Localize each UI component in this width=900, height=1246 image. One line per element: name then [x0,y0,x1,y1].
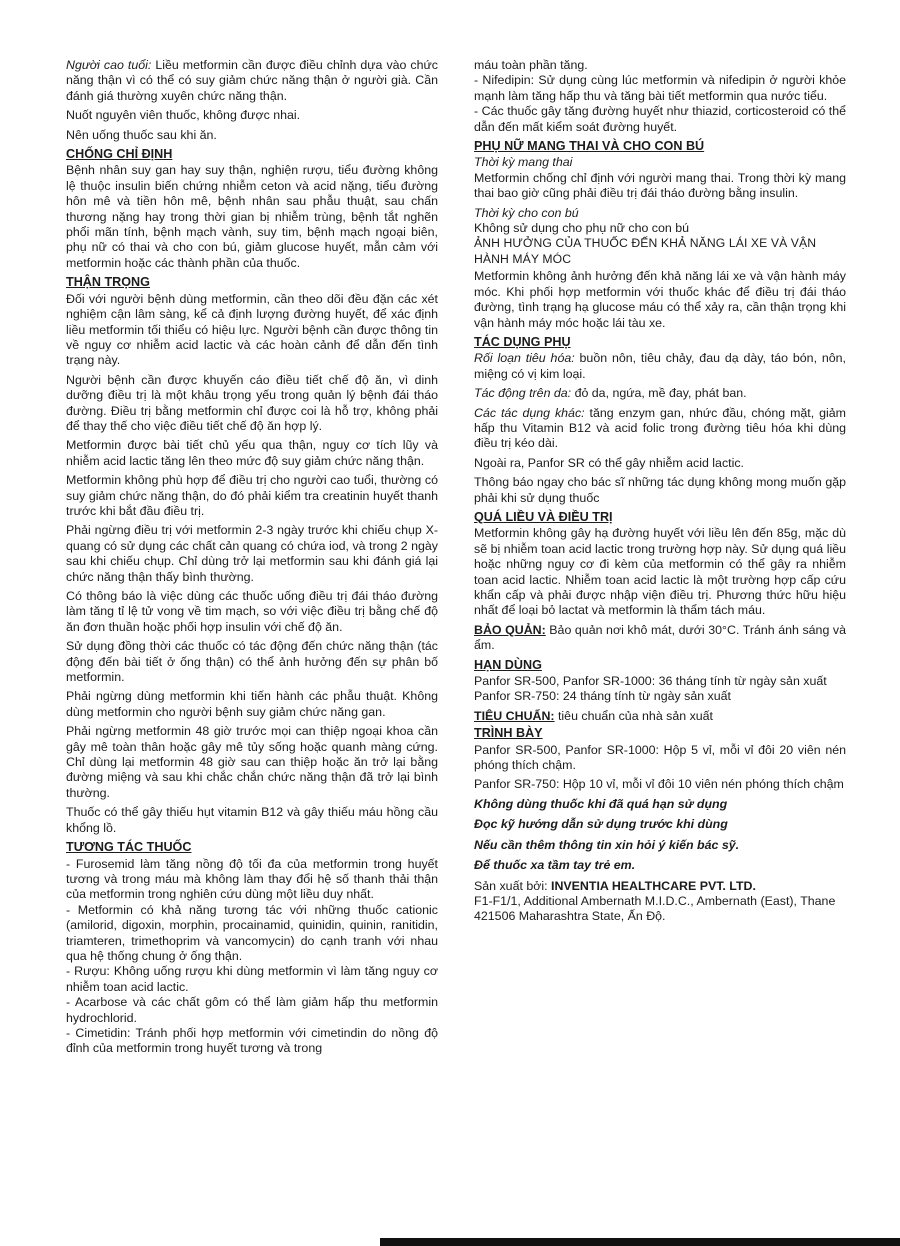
pregnancy-text: Metformin chống chỉ định với người mang thai. Trong thời kỳ mang thai bao giờ cũng phải điều trị đái tháo đường bằng insulin. [474,170,846,201]
elderly-dosage-paragraph [66,58,438,104]
precaution-paragraph: Phải ngừng dùng metformin khi tiến hành các phẫu thuật. Không dùng metformin cho người bệnh suy giảm chức năng gan. [66,689,438,719]
precaution-paragraph: Đối với người bệnh dùng metformin, cần theo dõi đều đặn các xét nghiệm cận lâm sàng, kể cả định lượng đường huyết, để xác định liều metformin tối thiểu có hiệu lực. Người bệnh cần được thông tin về nguy cơ nhiễm acid lactic và các hoàn cảnh để dẫn đến tình trạng này. [66,291,438,368]
side-effect-text: buồn nôn, tiêu chảy, đau dạ dày, táo bón, nôn, miệng có vị kim loại. [474,351,846,381]
precaution-paragraph: Có thông báo là việc dùng các thuốc uống điều trị đái tháo đường làm tăng tỉ lệ tử vong về tim mạch, so với việc điều trị bằng chế độ ăn đơn thuần hoặc phối hợp insulin với chế độ ăn. [66,589,438,634]
precaution-paragraph: Metformin không phù hợp để điều trị cho người cao tuổi, thường có suy giảm chức năng thận, do đó phải kiểm tra creatinin huyết thanh trước khi bắt đầu điều trị. [66,473,438,518]
overdose-heading: QUÁ LIỀU VÀ ĐIỀU TRỊ [474,509,613,524]
precaution-paragraph: Thuốc có thể gây thiếu hụt vitamin B12 và gây thiếu máu hồng cầu khổng lồ. [66,805,438,835]
interaction-item: - Furosemid làm tăng nồng độ tối đa của metformin trong huyết tương và trong máu mà không làm thay đổi hệ số thanh thải thận của metformin trong nghiên cứu dùng một liều duy nhất. [66,856,438,902]
interactions-heading: TƯƠNG TÁC THUỐC [66,840,192,855]
pregnancy-subheading: Thời kỳ mang thai [474,155,573,170]
warning-expiry: Không dùng thuốc khi đã quá hạn sử dụng [474,796,728,811]
side-effect-text: đỏ da, ngứa, mề đay, phát ban. [571,386,747,401]
storage-paragraph [474,623,846,654]
shelf-life-line: Panfor SR-500, Panfor SR-1000: 36 tháng tính từ ngày sản xuất [474,674,827,689]
side-effect-digestive [474,351,846,382]
manufacturer-label: Sản xuất bởi: [474,878,552,893]
standard-paragraph [474,709,846,724]
side-effect-lactic: Ngoài ra, Panfor SR có thể gây nhiễm acid lactic. [474,455,744,470]
bottom-border-rule [380,1238,900,1246]
elderly-label: Người cao tuổi: [66,58,152,72]
swallow-instruction: Nuốt nguyên viên thuốc, không được nhai. [66,108,301,123]
interaction-item: - Metformin có khả năng tương tác với những thuốc cationic (amilorid, digoxin, morphin, procainamid, quinidin, quinin, ranitidin, triamteren, trimethoprim và vancomycin) do cạnh tranh với nhau qua hệ thống chung ở ống thận. [66,902,438,963]
precautions-heading: THẬN TRỌNG [66,275,150,290]
after-meal-instruction: Nên uống thuốc sau khi ăn. [66,127,217,142]
packaging-line: Panfor SR-750: Hộp 10 vỉ, mỗi vỉ đôi 10 viên nén phóng thích chậm [474,777,844,792]
warning-children: Để thuốc xa tầm tay trẻ em. [474,858,636,873]
side-effect-label: Rối loạn tiêu hóa: [474,351,575,366]
left-column [66,58,438,1057]
manufacturer-line [474,879,846,894]
precaution-paragraph: Phải ngừng điều trị với metformin 2-3 ngày trước khi chiếu chụp X-quang có sử dụng các chất cản quang có chứa iod, và trong 2 ngày sau khi chiếu chụp. Chỉ dùng trở lại metformin sau khi đánh giá lại chức năng thận thấy bình thường. [66,523,438,584]
pregnancy-heading: PHỤ NỮ MANG THAI VÀ CHO CON BÚ [474,139,705,154]
interaction-item: - Rượu: Không uống rượu khi dùng metformin vì làm tăng nguy cơ nhiễm toan acid lactic. [66,964,438,994]
precaution-paragraph: Sử dụng đồng thời các thuốc có tác động đến chức năng thận (tác động đến bài tiết ở ống thận) có thể ảnh hưởng đến sự phân bố metformin. [66,639,438,685]
side-effects-heading: TÁC DỤNG PHỤ [474,334,571,349]
side-effect-text: tăng enzym gan, nhức đầu, chóng mặt, giảm hấp thu Vitamin B12 và acid folic trong đường tiêu hóa khi dùng điều trị kéo dài. [474,405,846,451]
driving-heading: ẢNH HƯỞNG CỦA THUỐC ĐẾN KHẢ NĂNG LÁI XE VÀ VẬN HÀNH MÁY MÓC [474,236,817,266]
interaction-thiazid: - Các thuốc gây tăng đường huyết như thiazid, corticosteroid có thể dẫn đến mất kiểm soát đường huyết. [474,104,846,134]
side-effect-other [474,406,846,452]
breastfeeding-subheading: Thời kỳ cho con bú [474,205,579,220]
storage-label: BẢO QUẢN: [474,622,546,637]
manufacturer-address: F1-F1/1, Additional Ambernath M.I.D.C., Ambernath (East), Thane 421506 Maharashtra State, Ấn Độ. [474,893,836,924]
warning-read-instructions: Đọc kỹ hướng dẫn sử dụng trước khi dùng [474,817,728,832]
interaction-continued: máu toàn phần tăng. [474,58,588,72]
side-effect-label: Tác động trên da: [474,386,572,401]
storage-text: Bảo quản nơi khô mát, dưới 30°C. Tránh ánh sáng và ẩm. [474,622,846,653]
shelf-life-line: Panfor SR-750: 24 tháng tính từ ngày sản xuất [474,689,731,704]
precaution-paragraph: Phải ngừng metformin 48 giờ trước mọi can thiệp ngoại khoa cần gây mê toàn thân hoặc gây mê tủy sống hoặc quanh màng cứng. Chỉ dùng lại metformin 48 giờ sau can thiệp hoặc ăn trở lại bằng đường miệng và sau khi chắc chắn chức năng thận đã trở lại bình thường. [66,724,438,800]
side-effect-label: Các tác dụng khác: [474,405,585,420]
interaction-item: - Cimetidin: Tránh phối hợp metformin với cimetindin do nồng độ đỉnh của metformin trong huyết tương và trong [66,1025,438,1056]
side-effect-notice: Thông báo ngay cho bác sĩ những tác dụng không mong muốn gặp phải khi sử dụng thuốc [474,475,846,505]
precaution-paragraph: Metformin được bài tiết chủ yếu qua thận, nguy cơ tích lũy và nhiễm acid lactic tăng lên theo mức độ suy giảm chức năng thận. [66,438,438,468]
precaution-paragraph: Người bệnh cần được khuyến cáo điều tiết chế độ ăn, vì dinh dưỡng điều trị là một khâu trọng yếu trong quản lý bệnh đái tháo đường. Điều trị bằng metformin chỉ được coi là hỗ trợ, không phải để thay thế cho việc điều tiết chế độ ăn hợp lý. [66,372,438,433]
driving-text: Metformin không ảnh hưởng đến khả năng lái xe và vận hành máy móc. Khi phối hợp metformin với thuốc khác để điều trị đái tháo đường, tình trạng hạ glucose máu có thể xảy ra, cần thận trọng khi vận hành máy móc hoặc lái tàu xe. [474,269,846,330]
breastfeeding-text: Không sử dụng cho phụ nữ cho con bú [474,221,689,236]
packaging-line: Panfor SR-500, Panfor SR-1000: Hộp 5 vỉ, mỗi vỉ đôi 20 viên nén phóng thích chậm. [474,742,846,773]
warning-ask-doctor: Nếu cần thêm thông tin xin hỏi ý kiến bác sỹ. [474,837,740,852]
manufacturer-name: INVENTIA HEALTHCARE PVT. LTD. [551,878,756,893]
side-effect-skin [474,386,846,401]
elderly-text: Liều metformin cần được điều chỉnh dựa vào chức năng thận vì có thể có suy giảm chức năng thận ở người già. Cần đánh giá thường xuyên chức năng thận. [66,58,439,103]
interaction-item: - Acarbose và các chất gôm có thể làm giảm hấp thu metformin hydrochlorid. [66,995,438,1025]
standard-label: TIÊU CHUẨN: [474,708,555,723]
contraindications-heading: CHỐNG CHỈ ĐỊNH [66,147,173,162]
overdose-text: Metformin không gây hạ đường huyết với liều lên đến 85g, mặc dù sẽ bị nhiễm toan acid lactic trong trường hợp này. Sử dụng quá liều hoặc những nguy cơ đi kèm của metformin có thể gây ra nhiễm toan acid lactic. Nhiễm toan acid lactic là một trường hợp cấp cứu khẩn cấp và phải được nhập viện điều trị. Phương thức hữu hiệu nhất để loại bỏ lactat và metformin là thẩm tách máu. [474,526,846,618]
shelf-life-heading: HẠN DÙNG [474,657,542,672]
interaction-nifedipin: - Nifedipin: Sử dụng cùng lúc metformin và nifedipin ở người khỏe mạnh làm tăng hấp thu và tăng bài tiết metformin qua nước tiểu. [474,73,846,103]
standard-text: tiêu chuẩn của nhà sản xuất [554,708,713,723]
packaging-heading: TRÌNH BÀY [474,726,543,741]
right-column [474,58,846,929]
contraindications-text: Bệnh nhân suy gan hay suy thận, nghiện rượu, tiểu đường không lệ thuộc insulin biến chứng nhiễm ceton và acid nặng, tiểu đường hôn mê và tiền hôn mê, bệnh nhân sau phẫu thuật, sau chấn thương nặng hay trong thời gian bị nhiễm trùng, bệnh tắt nghẽn phổi mãn tính, bệnh mạch vành, suy tim, bệnh mạch ngoại biên, phụ nữ có thai và cho con bú, giảm glucose huyết, mẫn cảm với metformin hoặc các thành phần của thuốc. [66,163,438,270]
